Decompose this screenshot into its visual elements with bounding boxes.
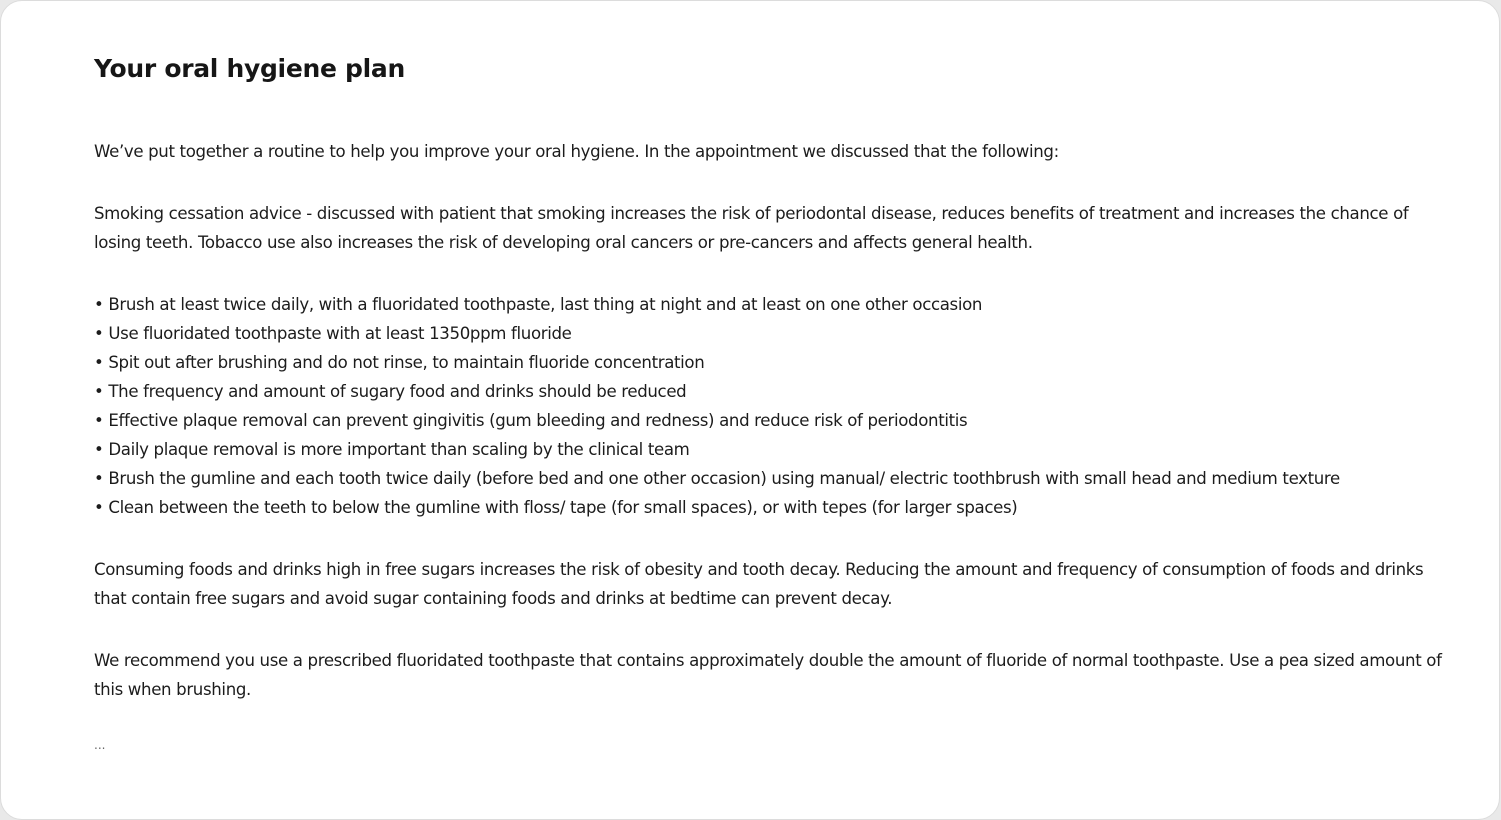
smoking-advice-paragraph: Smoking cessation advice - discussed with patient that smoking increases the risk of periodontal disease, reduces benefits of treatment and increases the chance of losing teeth. Tobacco use also increases the risk of developing oral cancers or pre-cancers and affects general health. xyxy=(94,204,1409,252)
list-item: • Daily plaque removal is more important than scaling by the clinical team xyxy=(94,435,1454,464)
intro-paragraph: We’ve put together a routine to help you improve your oral hygiene. In the appointment we discussed that the following: xyxy=(94,142,1059,161)
list-item: • Brush at least twice daily, with a fluoridated toothpaste, last thing at night and at least on one other occasion xyxy=(94,290,1454,319)
advice-list xyxy=(94,290,1454,522)
plan-content xyxy=(94,53,1454,753)
sugar-advice-paragraph: Consuming foods and drinks high in free sugars increases the risk of obesity and tooth decay. Reducing the amount and frequency of consumption of foods and drinks that contain free sugars and avoid sugar containing foods and drinks at bedtime can prevent decay. xyxy=(94,560,1424,608)
list-item: • Clean between the teeth to below the gumline with floss/ tape (for small spaces), or with tepes (for larger spaces) xyxy=(94,493,1454,522)
more-content-ellipsis: ... xyxy=(94,738,106,752)
list-item: • The frequency and amount of sugary food and drinks should be reduced xyxy=(94,377,1454,406)
list-item: • Use fluoridated toothpaste with at least 1350ppm fluoride xyxy=(94,319,1454,348)
list-item: • Effective plaque removal can prevent gingivitis (gum bleeding and redness) and reduce risk of periodontitis xyxy=(94,406,1454,435)
list-item: • Brush the gumline and each tooth twice daily (before bed and one other occasion) using manual/ electric toothbrush with small head and medium texture xyxy=(94,464,1454,493)
list-item: • Spit out after brushing and do not rinse, to maintain fluoride concentration xyxy=(94,348,1454,377)
page-title: Your oral hygiene plan xyxy=(94,54,405,83)
toothpaste-recommendation-paragraph: We recommend you use a prescribed fluoridated toothpaste that contains approximately double the amount of fluoride of normal toothpaste. Use a pea sized amount of this when brushing. xyxy=(94,651,1442,699)
